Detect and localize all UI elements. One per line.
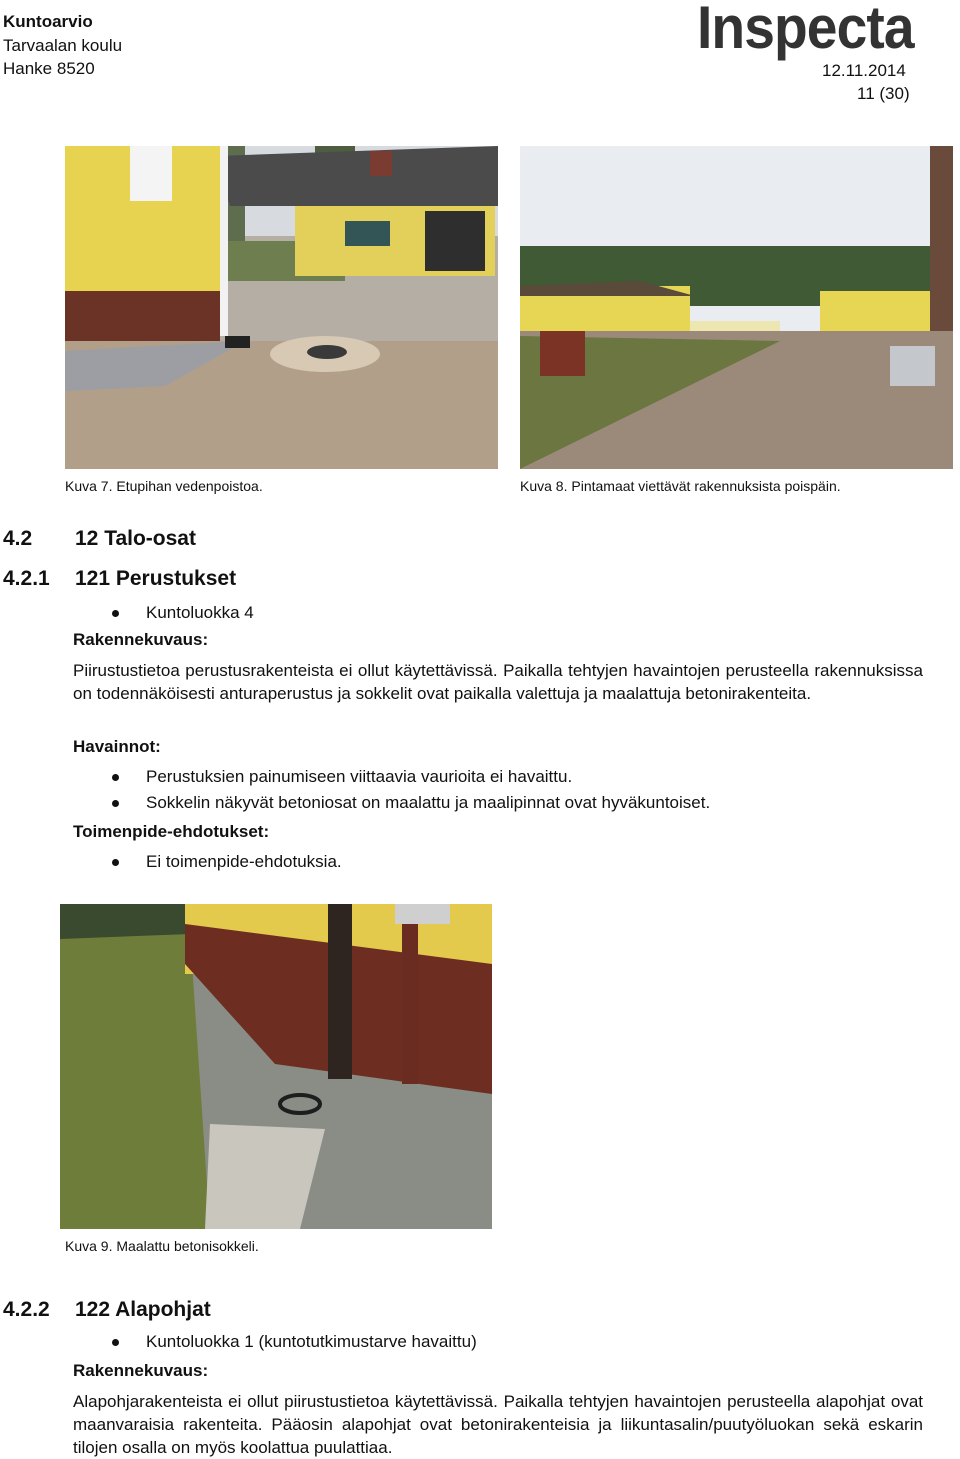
condition-class-text: Kuntoluokka 1 (kuntotutkimustarve havaittu) (146, 1332, 477, 1351)
observation-text: Perustuksien painumiseen viittaavia vaurioita ei havaittu. (146, 767, 573, 786)
actions-label: Toimenpide-ehdotukset: (73, 822, 270, 841)
observation-text: Sokkelin näkyvät betoniosat on maalattu ja maalipinnat ovat hyväkuntoiset. (146, 793, 711, 812)
project-number: Hanke 8520 (3, 59, 95, 78)
structure-description-label: Rakennekuvaus: (73, 630, 209, 649)
photo-front-yard-drainage (65, 146, 498, 469)
section-number: 4.2.2 (3, 1298, 50, 1321)
condition-class-bullet (146, 602, 254, 624)
structure-description-text: Alapohjarakenteista ei ollut piirustustietoa käytettävissä. Paikalla tehtyjen havaintojen perusteella alapohjat ovat maanvaraisia rakenteita. Pääosin alapohjat ovat betonirakenteisia ja liikuntasalin/puutyöluokan sekä eskarin tilojen osalla on myös koolattua puulattiaa. (73, 1392, 923, 1457)
section-heading-4-2-2 (3, 1297, 211, 1323)
photo-8-caption: Kuva 8. Pintamaat viettävät rakennuksista poispäin. (520, 478, 841, 494)
photo-9-caption: Kuva 9. Maalattu betonisokkeli. (65, 1238, 259, 1254)
observation-item (146, 792, 710, 814)
inspecta-logo: Inspecta (697, 0, 914, 61)
page-number: 11 (30) (857, 84, 910, 103)
action-item (146, 851, 342, 873)
section-title: 122 Alapohjat (75, 1298, 211, 1321)
school-name: Tarvaalan koulu (3, 36, 123, 55)
photo-7-caption: Kuva 7. Etupihan vedenpoistoa. (65, 478, 263, 494)
condition-class-bullet (146, 1331, 477, 1353)
action-text: Ei toimenpide-ehdotuksia. (146, 852, 342, 871)
photo-painted-plinth (60, 904, 492, 1229)
section-heading-4-2 (3, 526, 196, 552)
section-title: 121 Perustukset (75, 567, 237, 590)
bullet-dot (112, 610, 119, 617)
structure-description-text: Piirustustietoa perustusrakenteista ei ollut käytettävissä. Paikalla tehtyjen havaintojen perusteella rakennuksissa on todennäköisesti anturaperustus ja sokkelit ovat paikalla valettuja ja maalattuja betonirakenteita. (73, 661, 923, 703)
bullet-dot (112, 774, 119, 781)
bullet-dot (112, 1339, 119, 1346)
section-number: 4.2.1 (3, 567, 50, 590)
section-title: 12 Talo-osat (75, 527, 196, 550)
bullet-dot (112, 800, 119, 807)
section-heading-4-2-1 (3, 566, 236, 592)
structure-description-label: Rakennekuvaus: (73, 1361, 209, 1380)
document-title: Kuntoarvio (3, 12, 93, 31)
photo-ground-slope (520, 146, 953, 469)
bullet-dot (112, 859, 119, 866)
document-date: 12.11.2014 (822, 61, 906, 80)
condition-class-text: Kuntoluokka 4 (146, 603, 254, 622)
observations-label: Havainnot: (73, 737, 161, 756)
section-number: 4.2 (3, 527, 33, 550)
observation-item (146, 766, 572, 788)
